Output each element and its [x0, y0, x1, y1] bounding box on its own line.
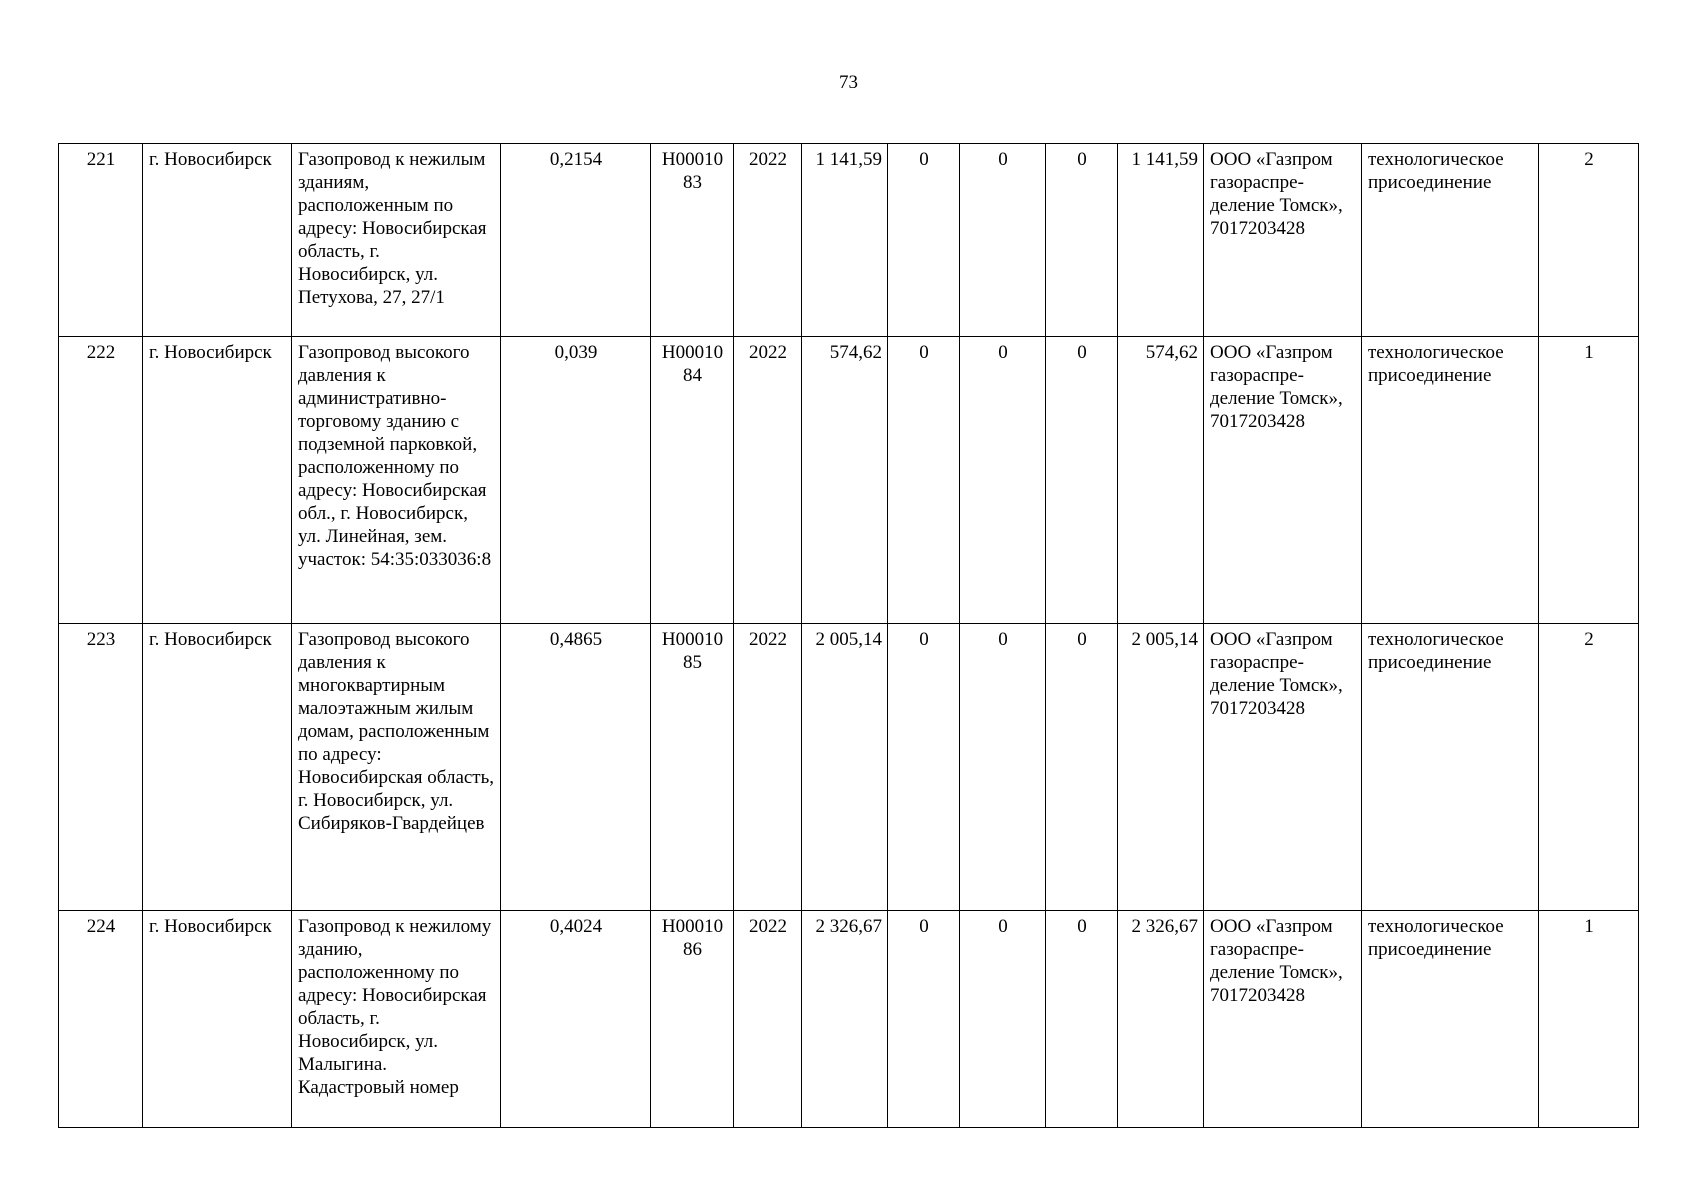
code-line-2: 84	[683, 365, 702, 386]
value-2-cell: 0	[960, 624, 1046, 911]
value-3-cell: 0	[1046, 911, 1118, 1128]
org-line-4: 7017203428	[1210, 411, 1305, 432]
value-1-cell: 0	[888, 144, 960, 337]
total-cell: 574,62	[1118, 337, 1204, 624]
org-line-4: 7017203428	[1210, 985, 1305, 1006]
table-row	[59, 337, 1639, 624]
basis-line-2: присоединение	[1368, 365, 1492, 386]
table-row	[59, 144, 1639, 337]
org-line-2: газораспре-	[1210, 172, 1304, 193]
basis-line-2: присоединение	[1368, 939, 1492, 960]
basis-line-1: технологическое	[1368, 149, 1504, 170]
total-cell: 2 326,67	[1118, 911, 1204, 1128]
year-cell: 2022	[734, 911, 802, 1128]
org-line-1: ООО «Газпром	[1210, 916, 1333, 937]
city-cell: г. Новосибирск	[143, 144, 292, 337]
basis-line-1: технологическое	[1368, 629, 1504, 650]
code-line-2: 85	[683, 652, 702, 673]
basis-line-1: технологическое	[1368, 342, 1504, 363]
org-line-1: ООО «Газпром	[1210, 342, 1333, 363]
year-cell: 2022	[734, 624, 802, 911]
org-line-3: деление Томск»,	[1210, 675, 1343, 696]
basis-line-1: технологическое	[1368, 916, 1504, 937]
length-cell: 0,2154	[501, 144, 651, 337]
org-line-3: деление Томск»,	[1210, 195, 1343, 216]
city-cell: г. Новосибирск	[143, 911, 292, 1128]
code-cell	[651, 337, 734, 624]
organization-cell	[1204, 911, 1362, 1128]
code-line-1: Н00010	[661, 342, 724, 363]
basis-line-2: присоединение	[1368, 652, 1492, 673]
organization-cell	[1204, 144, 1362, 337]
total-cell: 1 141,59	[1118, 144, 1204, 337]
value-1-cell: 0	[888, 624, 960, 911]
value-3-cell: 0	[1046, 624, 1118, 911]
org-line-1: ООО «Газпром	[1210, 149, 1333, 170]
last-value-cell: 2	[1539, 144, 1639, 337]
row-number: 223	[59, 624, 143, 911]
value-2-cell: 0	[960, 911, 1046, 1128]
code-line-2: 83	[683, 172, 702, 193]
org-line-4: 7017203428	[1210, 698, 1305, 719]
org-line-4: 7017203428	[1210, 218, 1305, 239]
object-description-cell: Газопровод к нежилому зданию, расположенному по адресу: Новосибирская область, г. Новосибирск, ул. Малыгина. Кадастровый номер	[292, 911, 501, 1128]
org-line-3: деление Томск»,	[1210, 388, 1343, 409]
cost-cell: 1 141,59	[802, 144, 888, 337]
value-2-cell: 0	[960, 337, 1046, 624]
row-number: 221	[59, 144, 143, 337]
organization-cell	[1204, 337, 1362, 624]
object-description-cell: Газопровод к нежилым зданиям, расположенным по адресу: Новосибирская область, г. Новосибирск, ул. Петухова, 27, 27/1	[292, 144, 501, 337]
city-cell: г. Новосибирск	[143, 337, 292, 624]
organization-cell	[1204, 624, 1362, 911]
code-cell	[651, 624, 734, 911]
org-line-2: газораспре-	[1210, 939, 1304, 960]
cost-cell: 574,62	[802, 337, 888, 624]
org-line-2: газораспре-	[1210, 365, 1304, 386]
length-cell: 0,039	[501, 337, 651, 624]
last-value-cell: 2	[1539, 624, 1639, 911]
row-number: 224	[59, 911, 143, 1128]
value-1-cell: 0	[888, 911, 960, 1128]
basis-cell	[1362, 144, 1539, 337]
org-line-2: газораспре-	[1210, 652, 1304, 673]
code-cell	[651, 144, 734, 337]
value-1-cell: 0	[888, 337, 960, 624]
object-description-cell: Газопровод высокого давления к многоквартирным малоэтажным жилым домам, расположенным по адресу: Новосибирская область, г. Новосибирск, ул. Сибиряков-Гвардейцев	[292, 624, 501, 911]
last-value-cell: 1	[1539, 337, 1639, 624]
value-3-cell: 0	[1046, 337, 1118, 624]
code-cell	[651, 911, 734, 1128]
year-cell: 2022	[734, 144, 802, 337]
cost-cell: 2 005,14	[802, 624, 888, 911]
length-cell: 0,4024	[501, 911, 651, 1128]
page-number: 73	[839, 72, 858, 93]
object-description-cell: Газопровод высокого давления к административно-торговому зданию с подземной парковкой, расположенному по адресу: Новосибирская обл., г. Новосибирск, ул. Линейная, зем. участок: 54:35:033036:8	[292, 337, 501, 624]
code-line-1: Н00010	[661, 629, 724, 650]
basis-cell	[1362, 911, 1539, 1128]
last-value-cell: 1	[1539, 911, 1639, 1128]
value-3-cell: 0	[1046, 144, 1118, 337]
basis-cell	[1362, 624, 1539, 911]
code-line-2: 86	[683, 939, 702, 960]
city-cell: г. Новосибирск	[143, 624, 292, 911]
length-cell: 0,4865	[501, 624, 651, 911]
year-cell: 2022	[734, 337, 802, 624]
basis-cell	[1362, 337, 1539, 624]
register-table	[58, 143, 1639, 1128]
cost-cell: 2 326,67	[802, 911, 888, 1128]
code-line-1: Н00010	[661, 916, 724, 937]
table-row	[59, 911, 1639, 1128]
code-line-1: Н00010	[661, 149, 724, 170]
row-number: 222	[59, 337, 143, 624]
org-line-1: ООО «Газпром	[1210, 629, 1333, 650]
basis-line-2: присоединение	[1368, 172, 1492, 193]
value-2-cell: 0	[960, 144, 1046, 337]
total-cell: 2 005,14	[1118, 624, 1204, 911]
table-row	[59, 624, 1639, 911]
org-line-3: деление Томск»,	[1210, 962, 1343, 983]
